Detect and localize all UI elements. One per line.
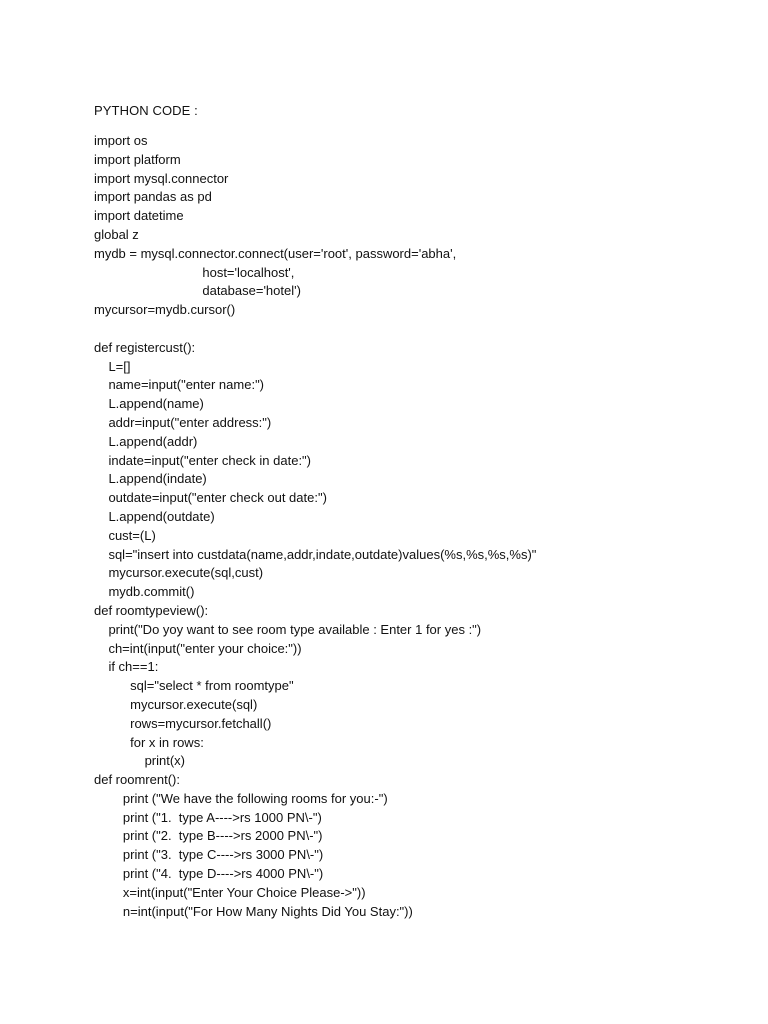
code-line: L.append(name) [94, 396, 204, 412]
code-line: import platform [94, 151, 181, 167]
code-line: import datetime [94, 208, 184, 224]
code-line: ch=int(input("enter your choice:")) [94, 640, 302, 656]
code-line: def roomrent(): [94, 772, 180, 788]
code-line: L.append(addr) [94, 433, 198, 449]
code-line: x=int(input("Enter Your Choice Please->")) [94, 884, 366, 900]
code-line: print("Do yoy want to see room type available : Enter 1 for yes :") [94, 621, 482, 637]
code-line: rows=mycursor.fetchall() [94, 715, 272, 731]
code-line: L.append(outdate) [94, 508, 215, 524]
code-line: addr=input("enter address:") [94, 414, 272, 430]
code-line: mycursor.execute(sql) [94, 696, 258, 712]
code-line: def registercust(): [94, 339, 196, 355]
code-block [94, 132, 536, 921]
code-line: sql="insert into custdata(name,addr,indate,outdate)values(%s,%s,%s,%s)" [94, 546, 537, 562]
code-line [94, 320, 536, 339]
code-line: database='hotel') [94, 283, 301, 299]
code-line: L=[] [94, 358, 131, 374]
code-line: outdate=input("enter check out date:") [94, 490, 327, 506]
code-line: import pandas as pd [94, 189, 212, 205]
code-line: print ("2. type B---->rs 2000 PN\-") [94, 828, 323, 844]
code-line: cust=(L) [94, 527, 156, 543]
code-line: mydb.commit() [94, 584, 195, 600]
code-line: mydb = mysql.connector.connect(user='root', password='abha', [94, 245, 457, 261]
code-line: print ("1. type A---->rs 1000 PN\-") [94, 809, 322, 825]
code-line: if ch==1: [94, 659, 159, 675]
code-line: global z [94, 226, 139, 242]
code-line: L.append(indate) [94, 471, 207, 487]
code-line: print ("4. type D---->rs 4000 PN\-") [94, 866, 324, 882]
document-heading: PYTHON CODE : [94, 103, 198, 118]
code-line: print(x) [94, 753, 186, 769]
code-line: n=int(input("For How Many Nights Did You Stay:")) [94, 903, 413, 919]
code-line: indate=input("enter check in date:") [94, 452, 311, 468]
code-line: import os [94, 133, 148, 148]
code-line: print ("We have the following rooms for you:-") [94, 790, 388, 806]
code-line: host='localhost', [94, 264, 295, 280]
code-line: name=input("enter name:") [94, 377, 265, 393]
code-line: for x in rows: [94, 734, 204, 750]
code-line: sql="select * from roomtype" [94, 678, 294, 694]
code-line: print ("3. type C---->rs 3000 PN\-") [94, 847, 324, 863]
code-line: def roomtypeview(): [94, 602, 209, 618]
code-line: import mysql.connector [94, 170, 229, 186]
code-line: mycursor=mydb.cursor() [94, 302, 236, 318]
code-line: mycursor.execute(sql,cust) [94, 565, 264, 581]
